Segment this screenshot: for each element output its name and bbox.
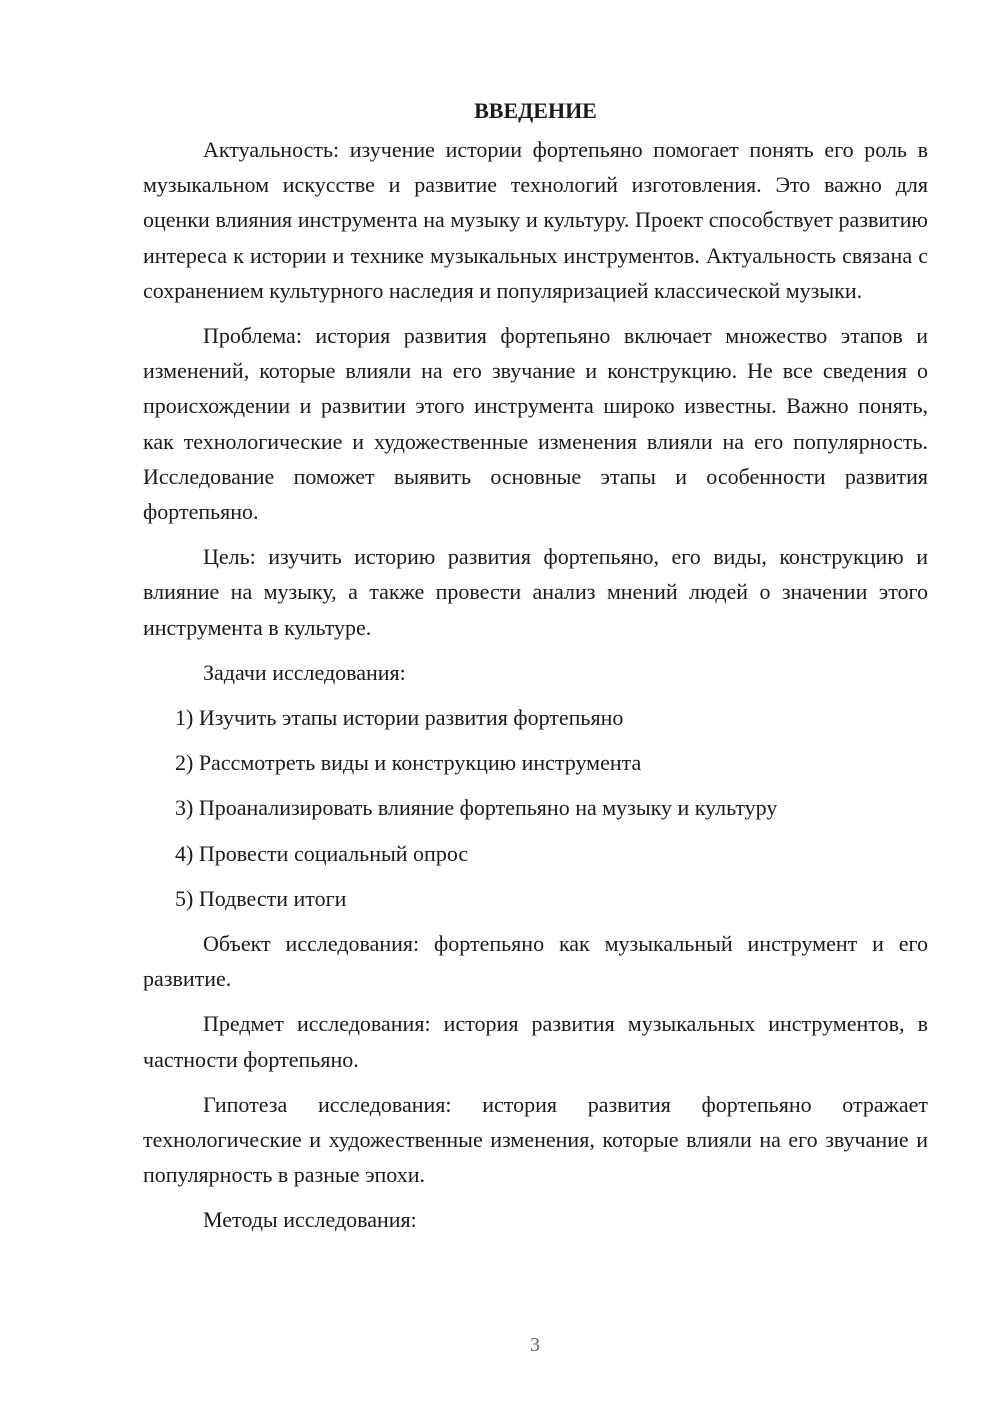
list-item: 5) Подвести итоги [175,885,347,911]
tasks-list [143,700,928,916]
methods-heading: Методы исследования: [203,1207,417,1233]
goal-paragraph: Цель: изучить историю развития фортепьяно, его виды, конструкцию и влияние на музыку, а также провести анализ мнений людей о значении этого инструмента в культуре. [143,544,928,640]
subject-paragraph: Предмет исследования: история развития музыкальных инструментов, в частности фортепьяно. [143,1011,928,1072]
page-body [143,96,928,1248]
relevance-paragraph: Актуальность: изучение истории фортепьяно помогает понять его роль в музыкальном искусстве и развитие технологий изготовления. Это важно для оценки влияния инструмента на музыку и культуру. Проект способствует развитию интереса к истории и технике музыкальных инструментов. Актуальность связана с сохранением культурного наследия и популяризацией классической музыки. [143,137,928,303]
object-paragraph: Объект исследования: фортепьяно как музыкальный инструмент и его развитие. [143,931,928,992]
hypothesis-paragraph: Гипотеза исследования: история развития фортепьяно отражает технологические и художественные изменения, которые влияли на его звучание и популярность в разные эпохи. [143,1091,928,1188]
tasks-heading: Задачи исследования: [203,659,406,685]
section-title: ВВЕДЕНИЕ [474,98,597,123]
list-item: 3) Проанализировать влияние фортепьяно на музыку и культуру [175,795,778,821]
problem-paragraph: Проблема: история развития фортепьяно включает множество этапов и изменений, которые влияли на его звучание и конструкцию. Не все сведения о происхождении и развитии этого инструмента широко известны. Важно понять, как технологические и художественные изменения влияли на его популярность. Исследование поможет выявить основные этапы и особенности развития фортепьяно. [143,323,928,525]
page-number: 3 [530,1334,540,1356]
list-item: 2) Рассмотреть виды и конструкцию инструмента [175,750,642,776]
list-item: 4) Провести социальный опрос [175,840,469,866]
list-item: 1) Изучить этапы истории развития фортепьяно [175,705,624,731]
